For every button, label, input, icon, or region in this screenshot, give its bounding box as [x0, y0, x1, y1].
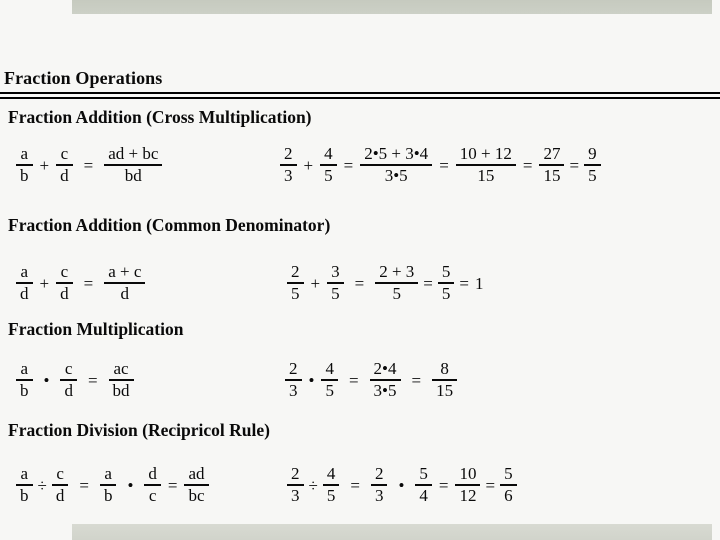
denominator: 5: [392, 284, 401, 304]
fraction-a-over-b: [16, 360, 33, 401]
numerator: ac: [113, 359, 129, 378]
fraction-8-over-15: [432, 360, 457, 401]
denominator: 3: [284, 166, 293, 186]
example-cross-multiplication: [278, 145, 603, 186]
denominator: 3: [291, 486, 300, 506]
numerator: 2: [374, 464, 384, 483]
example-division: [285, 465, 519, 506]
denominator: d: [55, 486, 65, 506]
fraction-c-over-d: [56, 145, 73, 186]
numerator: 2: [289, 359, 298, 378]
operator-equals: =: [485, 475, 496, 495]
operator-plus: +: [303, 155, 314, 175]
denominator: bd: [124, 166, 142, 186]
fraction-ac-over-bd: [109, 360, 134, 401]
operator-equals: =: [167, 475, 178, 495]
numerator: 2: [284, 144, 293, 163]
operator-equals: =: [439, 155, 449, 175]
fraction-2dot4-over-3dot5: [370, 360, 401, 401]
denominator: 4: [419, 486, 428, 506]
operator-equals: =: [411, 370, 422, 390]
numerator: 4: [326, 464, 336, 483]
fraction-5-over-4: [415, 465, 432, 506]
section-heading-common-denominator: Fraction Addition (Common Denominator): [8, 215, 331, 235]
bottom-decorative-band: [72, 524, 712, 540]
fraction-a-over-b-2: [100, 465, 117, 506]
operator-dot: •: [43, 370, 50, 390]
denominator: b: [20, 166, 29, 186]
denominator: b: [20, 486, 29, 506]
numerator: 2: [291, 464, 300, 483]
numerator: 2•5 + 3•4: [364, 144, 429, 163]
operator-equals: =: [83, 273, 94, 293]
fraction-4-over-5: [321, 360, 338, 401]
fraction-5-over-5: [438, 263, 455, 304]
fraction-c-over-d: [60, 360, 77, 401]
denominator: d: [60, 284, 69, 304]
denominator: 3•5: [373, 381, 397, 401]
numerator: c: [64, 359, 73, 378]
fraction-5-over-6: [500, 465, 517, 506]
operator-equals: =: [83, 155, 94, 175]
page-title: Fraction Operations: [4, 68, 163, 88]
operator-dot: •: [127, 475, 134, 495]
fraction-2-over-3-2: [371, 465, 388, 506]
numerator: a: [104, 464, 112, 483]
denominator: b: [103, 486, 113, 506]
denominator: 5: [324, 166, 333, 186]
numerator: ad + bc: [108, 144, 159, 163]
operator-divide: ÷: [37, 475, 47, 495]
operator-equals: =: [350, 475, 360, 495]
denominator: b: [20, 381, 29, 401]
fraction-2plus3-over-5: [375, 263, 418, 304]
operator-dot: •: [308, 370, 315, 390]
denominator: 5: [441, 284, 451, 304]
denominator: d: [20, 284, 29, 304]
fraction-ad-over-bc: [184, 465, 208, 506]
numerator: a: [20, 144, 29, 163]
denominator: 6: [504, 486, 513, 506]
operator-equals: =: [522, 155, 533, 175]
title-rule-lower: [0, 97, 720, 99]
fraction-d-over-c: [144, 465, 161, 506]
denominator: bd: [112, 381, 130, 401]
numerator: c: [56, 464, 64, 483]
denominator: 5: [326, 486, 336, 506]
fraction-10plus12-over-15: [456, 145, 516, 186]
fraction-4-over-5: [320, 145, 337, 186]
numerator: 10 + 12: [459, 144, 512, 163]
fraction-2-over-3: [285, 360, 302, 401]
numerator: a + c: [108, 262, 142, 281]
numerator: a: [20, 464, 29, 483]
denominator: c: [148, 486, 157, 506]
denominator: 15: [543, 166, 561, 186]
fraction-products-sum: [360, 145, 432, 186]
numerator: a: [20, 262, 29, 281]
numerator: 4: [324, 144, 333, 163]
formula-cross-multiplication: [14, 145, 164, 186]
operator-divide: ÷: [308, 475, 318, 495]
operator-equals: =: [423, 273, 433, 293]
denominator: bc: [188, 486, 205, 506]
numerator: 2•4: [373, 359, 397, 378]
section-heading-cross-multiplication: Fraction Addition (Cross Multiplication): [8, 107, 312, 127]
denominator: 3•5: [384, 166, 408, 186]
denominator: 3: [289, 381, 298, 401]
fraction-4-over-5: [323, 465, 340, 506]
operator-equals: =: [569, 155, 580, 175]
operator-equals: =: [354, 273, 365, 293]
denominator: 5: [331, 284, 340, 304]
fraction-a-over-b: [16, 465, 33, 506]
numerator: 5: [419, 464, 428, 483]
fraction-c-over-d: [52, 465, 69, 506]
formula-division: [14, 465, 211, 506]
numerator: 2: [291, 262, 300, 281]
operator-equals: =: [459, 273, 469, 293]
example-multiplication: [283, 360, 459, 401]
result-value: 1: [474, 273, 484, 293]
numerator: 8: [440, 359, 449, 378]
numerator: d: [148, 464, 157, 483]
denominator: 5: [588, 166, 597, 186]
numerator: ad: [188, 464, 205, 483]
numerator: 5: [441, 262, 451, 281]
denominator: 15: [477, 166, 495, 186]
fraction-a-over-d: [16, 263, 33, 304]
numerator: 10: [459, 464, 477, 483]
section-heading-multiplication: Fraction Multiplication: [8, 319, 184, 339]
example-common-denominator: [285, 263, 486, 304]
denominator: 5: [325, 381, 334, 401]
section-heading-division: Fraction Division (Recipricol Rule): [8, 420, 270, 440]
operator-equals: =: [79, 475, 89, 495]
numerator: 5: [504, 464, 513, 483]
denominator: d: [120, 284, 130, 304]
operator-equals: =: [438, 475, 449, 495]
formula-multiplication: [14, 360, 136, 401]
numerator: 27: [543, 144, 561, 163]
numerator: 4: [325, 359, 334, 378]
fraction-2-over-5: [287, 263, 304, 304]
top-decorative-band: [72, 0, 712, 14]
fraction-adplusbc-over-bd: [104, 145, 162, 186]
operator-equals: =: [87, 370, 98, 390]
denominator: 15: [436, 381, 454, 401]
denominator: d: [64, 381, 73, 401]
numerator: c: [60, 144, 69, 163]
operator-plus: +: [39, 273, 50, 293]
fraction-9-over-5: [584, 145, 601, 186]
formula-common-denominator: [14, 263, 147, 304]
denominator: 12: [459, 486, 477, 506]
fraction-3-over-5: [327, 263, 344, 304]
operator-dot: •: [398, 475, 405, 495]
title-rule-upper: [0, 92, 720, 94]
denominator: 3: [374, 486, 384, 506]
fraction-27-over-15: [539, 145, 564, 186]
fraction-aplusc-over-d: [104, 263, 145, 304]
operator-equals: =: [348, 370, 359, 390]
numerator: 9: [588, 144, 597, 163]
numerator: c: [60, 262, 69, 281]
fraction-c-over-d: [56, 263, 73, 304]
operator-equals: =: [343, 155, 354, 175]
numerator: 3: [331, 262, 340, 281]
numerator: 2 + 3: [379, 262, 415, 281]
fraction-2-over-3: [280, 145, 297, 186]
fraction-a-over-b: [16, 145, 33, 186]
fraction-2-over-3: [287, 465, 304, 506]
denominator: 5: [291, 284, 300, 304]
numerator: a: [20, 359, 29, 378]
fraction-10-over-12: [455, 465, 480, 506]
denominator: d: [60, 166, 69, 186]
operator-plus: +: [39, 155, 50, 175]
operator-plus: +: [310, 273, 321, 293]
